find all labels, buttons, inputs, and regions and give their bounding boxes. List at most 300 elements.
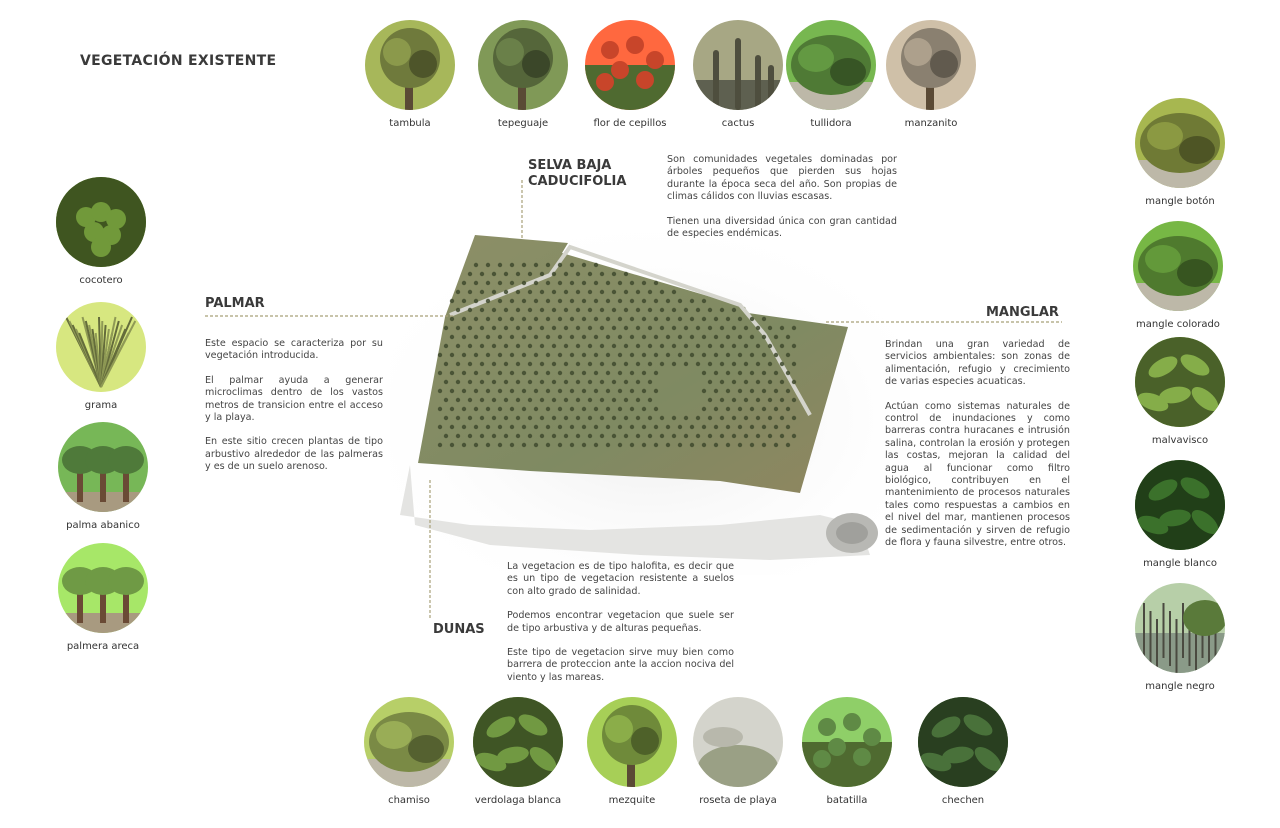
plant-photo bbox=[802, 697, 892, 787]
vegetation-dot bbox=[618, 317, 622, 321]
vegetation-dot bbox=[780, 380, 784, 384]
vegetation-dot bbox=[618, 353, 622, 357]
vegetation-dot bbox=[750, 443, 754, 447]
vegetation-dot bbox=[510, 281, 514, 285]
vegetation-dot bbox=[516, 272, 520, 276]
vegetation-dot bbox=[546, 281, 550, 285]
vegetation-dot bbox=[588, 380, 592, 384]
vegetation-dot bbox=[624, 380, 628, 384]
vegetation-dot bbox=[684, 326, 688, 330]
vegetation-dot bbox=[480, 380, 484, 384]
vegetation-dot bbox=[726, 371, 730, 375]
vegetation-dot bbox=[540, 308, 544, 312]
right-plant-0 bbox=[1120, 98, 1240, 207]
plant-photo bbox=[886, 20, 976, 110]
vegetation-dot bbox=[570, 299, 574, 303]
vegetation-dot bbox=[468, 380, 472, 384]
vegetation-dot bbox=[666, 299, 670, 303]
vegetation-dot bbox=[492, 344, 496, 348]
vegetation-dot bbox=[468, 308, 472, 312]
vegetation-dot bbox=[672, 362, 676, 366]
vegetation-dot bbox=[726, 407, 730, 411]
vegetation-dot bbox=[480, 398, 484, 402]
shrub-icon bbox=[786, 20, 876, 110]
vegetation-dot bbox=[582, 335, 586, 339]
vegetation-dot bbox=[492, 416, 496, 420]
vegetation-dot bbox=[612, 308, 616, 312]
vegetation-dot bbox=[504, 416, 508, 420]
vegetation-dot bbox=[744, 380, 748, 384]
vegetation-dot bbox=[714, 317, 718, 321]
vegetation-dot bbox=[486, 371, 490, 375]
vegetation-dot bbox=[444, 344, 448, 348]
vegetation-dot bbox=[768, 362, 772, 366]
vegetation-dot bbox=[582, 389, 586, 393]
vegetation-dot bbox=[660, 344, 664, 348]
vegetation-dot bbox=[462, 299, 466, 303]
vegetation-dot bbox=[486, 281, 490, 285]
vegetation-dot bbox=[522, 407, 526, 411]
vegetation-dot bbox=[504, 398, 508, 402]
shrub-icon bbox=[1135, 98, 1225, 188]
vegetation-dot bbox=[516, 290, 520, 294]
vegetation-dot bbox=[522, 371, 526, 375]
vegetation-dot bbox=[498, 353, 502, 357]
vegetation-dot bbox=[630, 299, 634, 303]
plant-photo bbox=[56, 177, 146, 267]
plant-photo bbox=[58, 422, 148, 512]
vegetation-dot bbox=[612, 380, 616, 384]
vegetation-dot bbox=[768, 380, 772, 384]
vegetation-dot bbox=[534, 407, 538, 411]
plant-label: batatilla bbox=[826, 795, 868, 806]
vegetation-dot bbox=[624, 308, 628, 312]
vegetation-dot bbox=[528, 272, 532, 276]
top-plant-0 bbox=[350, 20, 470, 129]
vegetation-dot bbox=[624, 344, 628, 348]
vegetation-dot bbox=[702, 425, 706, 429]
vegetation-dot bbox=[612, 434, 616, 438]
vegetation-dot bbox=[642, 317, 646, 321]
shrub-icon bbox=[364, 697, 454, 787]
vegetation-dot bbox=[588, 434, 592, 438]
vegetation-dot bbox=[594, 335, 598, 339]
vegetation-dot bbox=[492, 380, 496, 384]
vegetation-dot bbox=[468, 290, 472, 294]
vegetation-dot bbox=[462, 425, 466, 429]
vegetation-dot bbox=[636, 434, 640, 438]
vegetation-dot bbox=[732, 344, 736, 348]
vegetation-dot bbox=[510, 407, 514, 411]
vegetation-dot bbox=[462, 281, 466, 285]
vegetation-dot bbox=[660, 308, 664, 312]
vegetation-dot bbox=[750, 407, 754, 411]
vegetation-dot bbox=[552, 272, 556, 276]
vegetation-dot bbox=[738, 371, 742, 375]
vegetation-dot bbox=[492, 434, 496, 438]
vegetation-dot bbox=[624, 326, 628, 330]
vegetation-dot bbox=[486, 299, 490, 303]
vegetation-dot bbox=[726, 443, 730, 447]
zone-title-manglar: MANGLAR bbox=[986, 305, 1059, 320]
vegetation-dot bbox=[642, 407, 646, 411]
vegetation-dot bbox=[576, 434, 580, 438]
plant-label: mangle negro bbox=[1145, 681, 1215, 692]
vegetation-dot bbox=[462, 389, 466, 393]
plant-photo bbox=[364, 697, 454, 787]
plant-label: palmera areca bbox=[66, 641, 140, 652]
vegetation-dot bbox=[444, 434, 448, 438]
plant-label: tambula bbox=[389, 118, 431, 129]
left-plant-0 bbox=[41, 177, 161, 286]
vegetation-dot bbox=[630, 317, 634, 321]
right-plant-2 bbox=[1120, 337, 1240, 446]
vegetation-dot bbox=[570, 425, 574, 429]
vegetation-dot bbox=[678, 425, 682, 429]
vegetation-dot bbox=[570, 371, 574, 375]
vegetation-dot bbox=[600, 290, 604, 294]
vegetation-dot bbox=[528, 308, 532, 312]
vegetation-dot bbox=[450, 335, 454, 339]
vegetation-dot bbox=[774, 353, 778, 357]
vegetation-dot bbox=[540, 290, 544, 294]
vegetation-dot bbox=[438, 389, 442, 393]
vegetation-dot bbox=[528, 416, 532, 420]
vegetation-dot bbox=[708, 434, 712, 438]
vegetation-dot bbox=[708, 416, 712, 420]
plant-label: cactus bbox=[721, 118, 755, 129]
vegetation-dot bbox=[612, 272, 616, 276]
vegetation-dot bbox=[540, 344, 544, 348]
vegetation-dot bbox=[648, 380, 652, 384]
vegetation-dot bbox=[750, 317, 754, 321]
vegetation-dot bbox=[582, 281, 586, 285]
vegetation-dot bbox=[600, 380, 604, 384]
vegetation-dot bbox=[474, 263, 478, 267]
vegetation-dot bbox=[780, 362, 784, 366]
vegetation-dot bbox=[570, 407, 574, 411]
vegetation-dot bbox=[462, 317, 466, 321]
vegetation-dot bbox=[786, 353, 790, 357]
vegetation-dot bbox=[504, 326, 508, 330]
vegetation-dot bbox=[744, 434, 748, 438]
vegetation-dot bbox=[552, 290, 556, 294]
vegetation-dot bbox=[510, 389, 514, 393]
vegetation-dot bbox=[552, 326, 556, 330]
vegetation-dot bbox=[480, 416, 484, 420]
vegetation-dot bbox=[708, 398, 712, 402]
vegetation-dot bbox=[588, 272, 592, 276]
vegetation-dot bbox=[444, 362, 448, 366]
vegetation-dot bbox=[606, 353, 610, 357]
vegetation-dot bbox=[666, 317, 670, 321]
vegetation-dot bbox=[546, 389, 550, 393]
plant-photo bbox=[587, 697, 677, 787]
vegetation-dot bbox=[546, 425, 550, 429]
dunas-description: La vegetacion es de tipo halofita, es decir que es un tipo de vegetacion resistente a suelos con alto grado de salinidad. Podemos encontrar vegetacion que suele ser de tipo arbustiva y de alturas pequeñas. Este tipo de vegetacion sirve muy bien como barrera de proteccion ante la accion nociva del viento y las mareas. bbox=[507, 561, 734, 683]
vegetation-dot bbox=[726, 317, 730, 321]
vegetation-dot bbox=[528, 344, 532, 348]
vegetation-dot bbox=[522, 353, 526, 357]
vegetation-dot bbox=[792, 362, 796, 366]
plant-label: cocotero bbox=[79, 275, 123, 286]
vegetation-dot bbox=[498, 299, 502, 303]
plant-photo bbox=[365, 20, 455, 110]
vegetation-dot bbox=[486, 317, 490, 321]
vegetation-dot bbox=[606, 443, 610, 447]
page-title: VEGETACIÓN EXISTENTE bbox=[80, 53, 277, 69]
plant-photo bbox=[478, 20, 568, 110]
vegetation-dot bbox=[552, 308, 556, 312]
vegetation-dot bbox=[606, 281, 610, 285]
vegetation-dot bbox=[636, 308, 640, 312]
vegetation-dot bbox=[642, 281, 646, 285]
vegetation-dot bbox=[612, 398, 616, 402]
vegetation-dot bbox=[552, 380, 556, 384]
plant-label: manzanito bbox=[904, 118, 958, 129]
vegetation-dot bbox=[780, 398, 784, 402]
vegetation-dot bbox=[672, 290, 676, 294]
vegetation-dot bbox=[696, 308, 700, 312]
vegetation-dot bbox=[468, 362, 472, 366]
left-plant-3 bbox=[43, 543, 163, 652]
vegetation-dot bbox=[762, 443, 766, 447]
vegetation-dot bbox=[756, 344, 760, 348]
zone-title-selva: SELVA BAJA CADUCIFOLIA bbox=[528, 158, 627, 189]
vegetation-dot bbox=[582, 263, 586, 267]
vegetation-dot bbox=[702, 335, 706, 339]
vegetation-dot bbox=[660, 362, 664, 366]
plant-label: grama bbox=[84, 400, 118, 411]
vegetation-dot bbox=[696, 416, 700, 420]
vegetation-dot bbox=[714, 353, 718, 357]
vegetation-dot bbox=[708, 362, 712, 366]
vegetation-dot bbox=[576, 398, 580, 402]
vegetation-dot bbox=[594, 389, 598, 393]
vegetation-dot bbox=[534, 443, 538, 447]
vegetation-dot bbox=[528, 398, 532, 402]
vegetation-dot bbox=[498, 335, 502, 339]
vegetation-dot bbox=[732, 326, 736, 330]
vegetation-dot bbox=[480, 344, 484, 348]
vegetation-dot bbox=[558, 389, 562, 393]
vegetation-dot bbox=[750, 335, 754, 339]
vegetation-dot bbox=[762, 407, 766, 411]
vegetation-dot bbox=[702, 353, 706, 357]
vegetation-dot bbox=[750, 389, 754, 393]
vegetation-dot bbox=[558, 299, 562, 303]
vegetation-dot bbox=[444, 398, 448, 402]
vegetation-dot bbox=[780, 434, 784, 438]
plant-label: mezquite bbox=[608, 795, 656, 806]
vegetation-dot bbox=[456, 326, 460, 330]
vegetation-dot bbox=[444, 416, 448, 420]
vegetation-dot bbox=[504, 434, 508, 438]
vegetation-dot bbox=[738, 317, 742, 321]
mangrove-icon bbox=[1135, 583, 1225, 673]
plant-photo bbox=[585, 20, 675, 110]
vegetation-dot bbox=[714, 371, 718, 375]
vegetation-dot bbox=[438, 353, 442, 357]
vegetation-dot bbox=[654, 299, 658, 303]
vegetation-dot bbox=[504, 290, 508, 294]
vegetation-dot bbox=[720, 380, 724, 384]
vegetation-dot bbox=[588, 362, 592, 366]
vegetation-dot bbox=[564, 380, 568, 384]
vegetation-dot bbox=[552, 398, 556, 402]
vegetation-dot bbox=[534, 317, 538, 321]
vegetation-dot bbox=[762, 353, 766, 357]
vegetation-dot bbox=[558, 443, 562, 447]
vegetation-dot bbox=[528, 326, 532, 330]
plant-label: chamiso bbox=[388, 795, 430, 806]
vegetation-dot bbox=[768, 416, 772, 420]
vegetation-dot bbox=[762, 425, 766, 429]
vegetation-dot bbox=[738, 443, 742, 447]
plant-label: flor de cepillos bbox=[593, 118, 667, 129]
vegetation-dot bbox=[522, 281, 526, 285]
vegetation-dot bbox=[654, 335, 658, 339]
vegetation-dot bbox=[486, 335, 490, 339]
vegetation-dot bbox=[522, 389, 526, 393]
vegetation-dot bbox=[756, 416, 760, 420]
vegetation-dot bbox=[546, 407, 550, 411]
vegetation-dot bbox=[558, 263, 562, 267]
vegetation-dot bbox=[576, 290, 580, 294]
vegetation-dot bbox=[522, 335, 526, 339]
vegetation-dot bbox=[714, 443, 718, 447]
vegetation-dot bbox=[618, 425, 622, 429]
vegetation-dot bbox=[468, 272, 472, 276]
vegetation-dot bbox=[576, 272, 580, 276]
vegetation-dot bbox=[594, 263, 598, 267]
vegetation-dot bbox=[792, 434, 796, 438]
vegetation-dot bbox=[474, 389, 478, 393]
vegetation-dot bbox=[534, 353, 538, 357]
vegetation-dot bbox=[450, 353, 454, 357]
vegetation-dot bbox=[762, 371, 766, 375]
vegetation-dot bbox=[576, 308, 580, 312]
vegetation-dot bbox=[654, 389, 658, 393]
vegetation-dot bbox=[480, 362, 484, 366]
vegetation-dot bbox=[594, 425, 598, 429]
vegetation-dot bbox=[732, 434, 736, 438]
vegetation-dot bbox=[474, 371, 478, 375]
plant-photo bbox=[58, 543, 148, 633]
vegetation-dot bbox=[516, 308, 520, 312]
vegetation-dot bbox=[510, 353, 514, 357]
vegetation-dot bbox=[720, 308, 724, 312]
vegetation-dot bbox=[564, 308, 568, 312]
vegetation-dot bbox=[726, 425, 730, 429]
vegetation-dot bbox=[540, 326, 544, 330]
vegetation-dot bbox=[708, 344, 712, 348]
palm-icon bbox=[58, 543, 148, 633]
plant-photo bbox=[918, 697, 1008, 787]
vegetation-dot bbox=[642, 299, 646, 303]
vegetation-dot bbox=[738, 353, 742, 357]
vegetation-dot bbox=[774, 407, 778, 411]
vegetation-dot bbox=[462, 443, 466, 447]
grass-icon bbox=[56, 302, 146, 392]
vegetation-dot bbox=[696, 434, 700, 438]
vegetation-dot bbox=[618, 281, 622, 285]
vegetation-dot bbox=[684, 434, 688, 438]
vegetation-dot bbox=[456, 416, 460, 420]
vegetation-dot bbox=[600, 308, 604, 312]
vegetation-dot bbox=[504, 380, 508, 384]
vegetation-dot bbox=[762, 335, 766, 339]
vegetation-dot bbox=[480, 308, 484, 312]
vegetation-dot bbox=[630, 425, 634, 429]
vegetation-dot bbox=[480, 272, 484, 276]
vegetation-dot bbox=[756, 326, 760, 330]
vegetation-dot bbox=[570, 263, 574, 267]
plant-label: verdolaga blanca bbox=[474, 795, 562, 806]
vegetation-dot bbox=[564, 434, 568, 438]
vegetation-dot bbox=[702, 371, 706, 375]
vegetation-dot bbox=[564, 290, 568, 294]
vegetation-dot bbox=[594, 299, 598, 303]
vegetation-dot bbox=[720, 362, 724, 366]
vegetation-dot bbox=[756, 398, 760, 402]
vegetation-dot bbox=[678, 317, 682, 321]
vegetation-dot bbox=[660, 326, 664, 330]
vegetation-dot bbox=[468, 326, 472, 330]
vegetation-dot bbox=[732, 362, 736, 366]
plant-label: roseta de playa bbox=[699, 795, 777, 806]
vegetation-dot bbox=[528, 434, 532, 438]
vegetation-dot bbox=[588, 326, 592, 330]
vegetation-dot bbox=[516, 344, 520, 348]
right-plant-1 bbox=[1118, 221, 1238, 330]
vegetation-dot bbox=[588, 416, 592, 420]
vegetation-dot bbox=[474, 317, 478, 321]
vegetation-dot bbox=[744, 398, 748, 402]
vegetation-dot bbox=[612, 362, 616, 366]
vegetation-dot bbox=[552, 362, 556, 366]
vegetation-dot bbox=[606, 317, 610, 321]
cactus-icon bbox=[693, 20, 783, 110]
vegetation-dot bbox=[606, 407, 610, 411]
vegetation-dot bbox=[738, 407, 742, 411]
vegetation-dot bbox=[540, 398, 544, 402]
vegetation-dot bbox=[684, 416, 688, 420]
vegetation-dot bbox=[780, 326, 784, 330]
vegetation-dot bbox=[780, 344, 784, 348]
leaf-icon bbox=[473, 697, 563, 787]
vegetation-dot bbox=[636, 362, 640, 366]
vegetation-dot bbox=[456, 380, 460, 384]
coconut-icon bbox=[56, 177, 146, 267]
vegetation-dot bbox=[636, 398, 640, 402]
vegetation-dot bbox=[576, 344, 580, 348]
plant-photo bbox=[1135, 337, 1225, 427]
vegetation-dot bbox=[498, 407, 502, 411]
vegetation-dot bbox=[474, 443, 478, 447]
vegetation-dot bbox=[558, 335, 562, 339]
vegetation-dot bbox=[564, 344, 568, 348]
vegetation-dot bbox=[654, 407, 658, 411]
vegetation-dot bbox=[726, 335, 730, 339]
vegetation-dot bbox=[450, 371, 454, 375]
vegetation-dot bbox=[486, 443, 490, 447]
vegetation-dot bbox=[522, 425, 526, 429]
vegetation-dot bbox=[438, 425, 442, 429]
vegetation-dot bbox=[444, 380, 448, 384]
vegetation-dot bbox=[732, 308, 736, 312]
vegetation-dot bbox=[792, 380, 796, 384]
